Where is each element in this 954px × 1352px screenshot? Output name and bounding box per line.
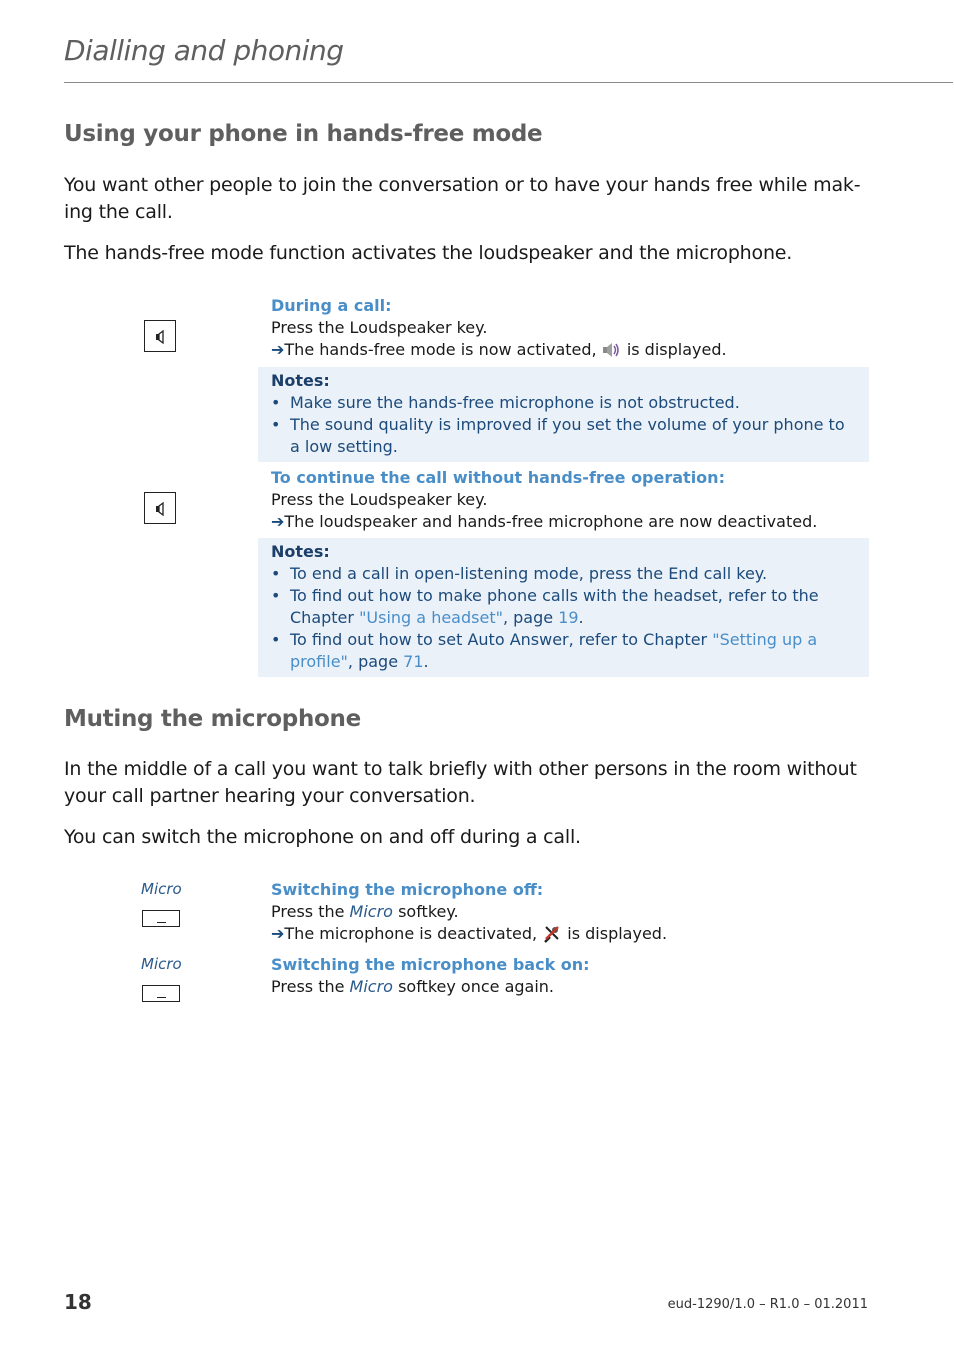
function-paragraph: The hands-free mode function activates the loudspeaker and the microphone.: [64, 242, 793, 264]
notes-heading: Notes:: [271, 542, 330, 561]
micro-softkey-label: Micro: [141, 880, 182, 898]
muting-info-paragraph: You can switch the microphone on and off during a call.: [64, 826, 581, 848]
result-text: The hands-free mode is now activated,: [284, 340, 597, 359]
step-mute-off: [271, 879, 861, 945]
result-arrow-icon: ➔: [271, 340, 285, 359]
note-item: • The sound quality is improved if you set the volume of your phone to a low setting.: [271, 415, 845, 456]
loudspeaker-key-icon: [153, 501, 169, 517]
step-heading: During a call:: [271, 296, 392, 315]
step-mute-on: [271, 954, 861, 998]
intro-paragraph: You want other people to join the conversation or to have your hands free while mak-ing the call.: [64, 174, 861, 223]
speaker-volume-icon: [602, 341, 622, 359]
section-title-hands-free: Using your phone in hands-free mode: [64, 121, 543, 147]
loudspeaker-key-icon: [153, 329, 169, 345]
note-item: • To find out how to make phone calls with the headset, refer to the Chapter "Using a headset", page 19.: [271, 586, 819, 627]
step-instruction: Press the Micro softkey once again.: [271, 977, 554, 996]
document-reference: eud-1290/1.0 – R1.0 – 01.2011: [667, 1297, 868, 1312]
step-heading: Switching the microphone off:: [271, 880, 544, 899]
note-item: • To find out how to set Auto Answer, refer to Chapter "Setting up a profile", page 71.: [271, 630, 818, 671]
microphone-muted-icon: [542, 923, 562, 943]
section-title-muting: Muting the microphone: [64, 706, 361, 732]
result-arrow-icon: ➔: [271, 512, 285, 531]
step-continue-without-handsfree: [271, 467, 861, 533]
loudspeaker-key[interactable]: [144, 320, 176, 352]
page-link[interactable]: 19: [558, 608, 579, 627]
chapter-title: Dialling and phoning: [64, 34, 344, 67]
step-result: [271, 511, 861, 533]
page-link[interactable]: 71: [403, 652, 424, 671]
result-suffix: is displayed.: [567, 924, 668, 943]
page-number: 18: [64, 1290, 92, 1314]
step-instruction: Press the Loudspeaker key.: [271, 318, 488, 337]
result-text: The microphone is deactivated,: [284, 924, 538, 943]
step-heading: To continue the call without hands-free operation:: [271, 468, 725, 487]
result-arrow-icon: ➔: [271, 924, 285, 943]
result-suffix: is displayed.: [626, 340, 727, 359]
note-item: • To end a call in open-listening mode, press the End call key.: [271, 564, 768, 583]
notes-box-1: [258, 367, 869, 462]
micro-softkey-label: Micro: [141, 955, 182, 973]
note-item: • Make sure the hands-free microphone is not obstructed.: [271, 393, 740, 412]
step-instruction: Press the Loudspeaker key.: [271, 490, 488, 509]
step-heading: Switching the microphone back on:: [271, 955, 590, 974]
micro-softkey[interactable]: [142, 910, 180, 927]
step-during-call: [271, 295, 861, 361]
headset-chapter-link[interactable]: "Using a headset": [359, 608, 503, 627]
muting-intro-paragraph: In the middle of a call you want to talk briefly with other persons in the room without your call partner hearing your conversation.: [64, 758, 857, 807]
result-text: The loudspeaker and hands-free microphone are now deactivated.: [284, 512, 818, 531]
micro-softkey[interactable]: [142, 985, 180, 1002]
step-instruction: Press the Micro softkey.: [271, 902, 459, 921]
profile-chapter-link[interactable]: "Setting up a profile": [290, 630, 818, 671]
step-result: [271, 923, 861, 945]
notes-box-2: [258, 538, 869, 677]
notes-heading: Notes:: [271, 371, 330, 390]
header-divider: [64, 82, 953, 83]
loudspeaker-key[interactable]: [144, 492, 176, 524]
step-result: [271, 339, 861, 361]
